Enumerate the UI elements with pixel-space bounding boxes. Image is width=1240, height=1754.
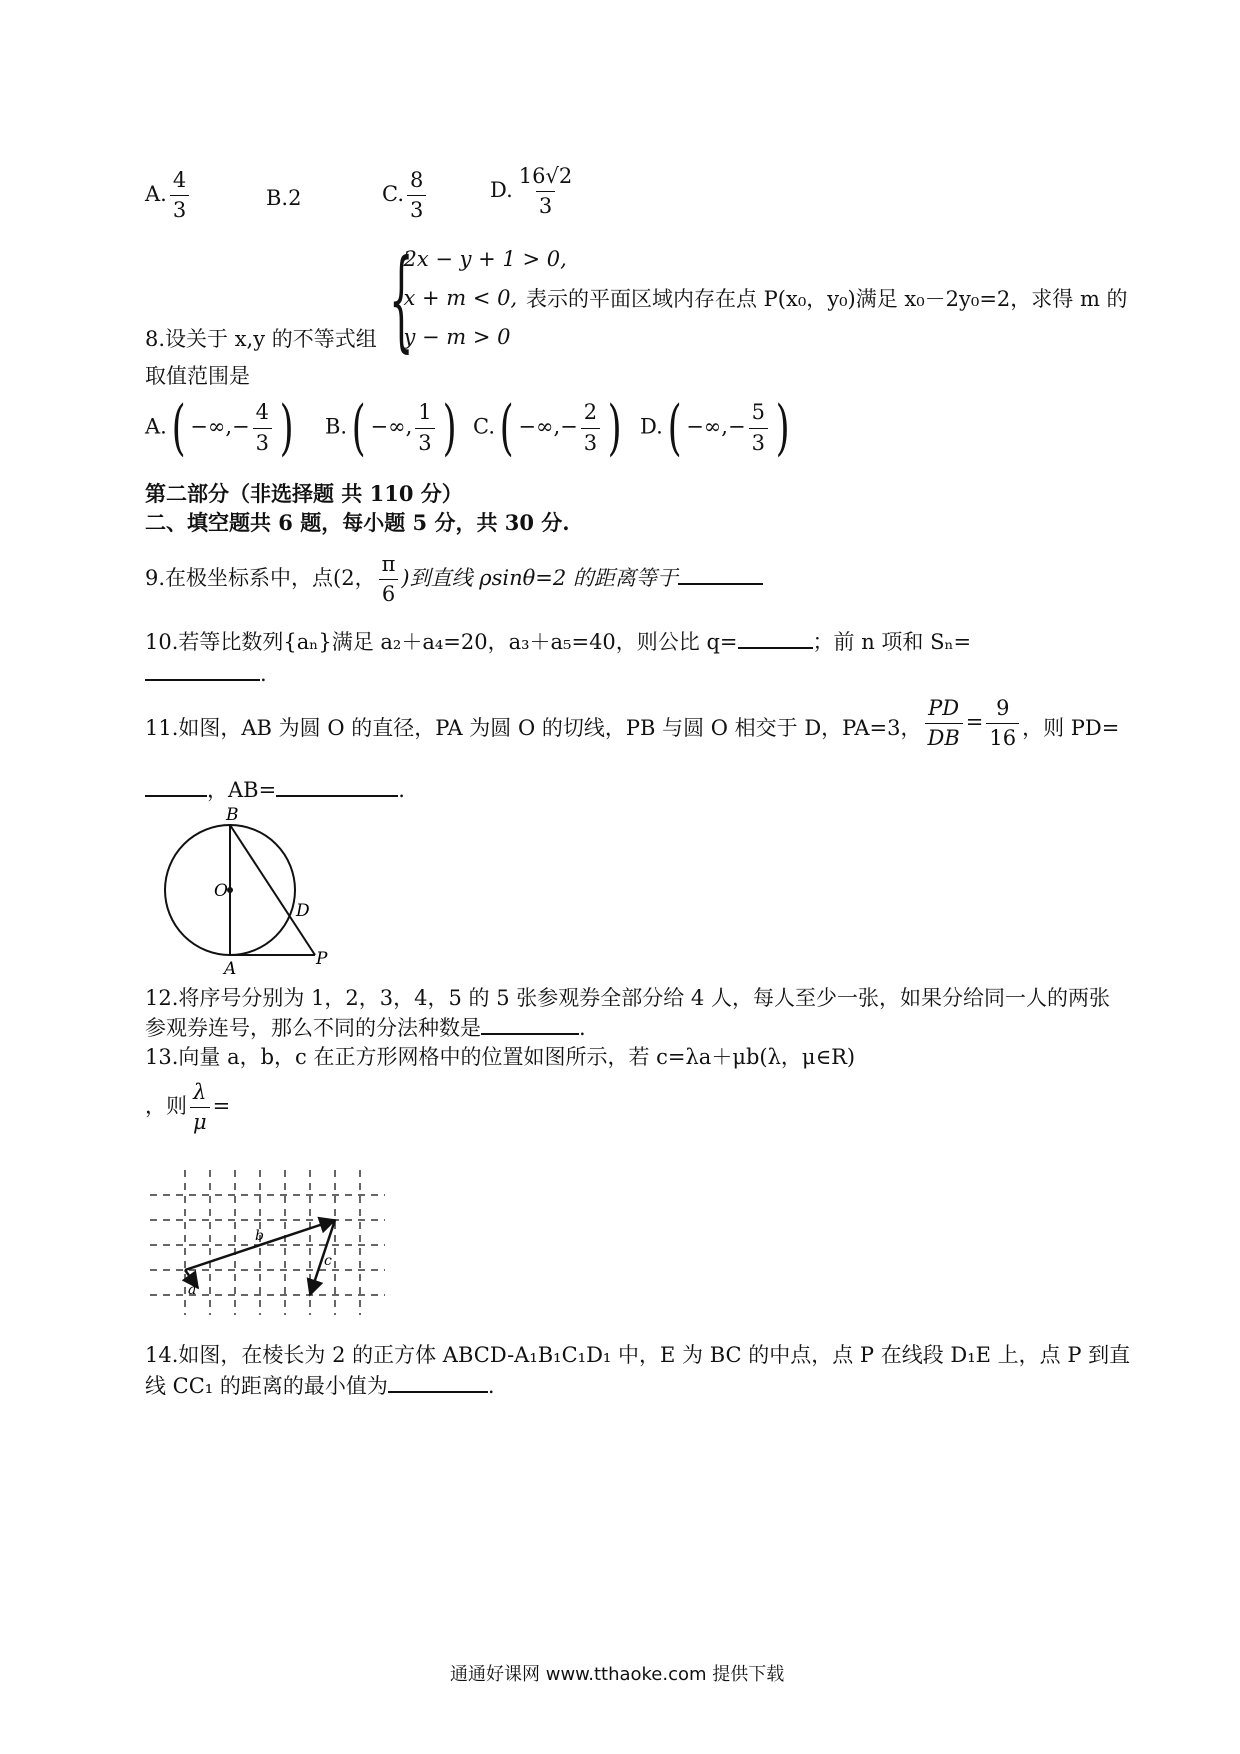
q9-answer-blank[interactable] bbox=[678, 562, 763, 585]
part2-heading: 第二部分（非选择题 共 110 分） bbox=[145, 481, 463, 506]
q14-stem: 14.如图，在棱长为 2 的正方体 ABCD-A₁B₁C₁D₁ 中，E 为 BC 的中点，点 P 在线段 D₁E 上，点 P 到直 bbox=[145, 1343, 1131, 1367]
q10-sum-blank[interactable] bbox=[145, 658, 260, 681]
q8-option-d: D.( −∞,− $\frac{5}{3}$ ) bbox=[640, 393, 790, 463]
secant-pb bbox=[230, 825, 315, 955]
label-vec-a: a bbox=[188, 1282, 197, 1298]
q8-stem: 8.设关于 x,y 的不等式组 { 2x − y + 1 > 0, x + m < 0, y − m > 0 bbox=[145, 235, 567, 363]
q9-stem: 9.在极坐标系中，点(2， $\frac{\pi}{6}$ )到直线 ρsinθ=2 的距离等于 bbox=[145, 552, 763, 607]
q11-ab-blank[interactable] bbox=[276, 774, 398, 797]
label-a: A bbox=[224, 959, 237, 979]
q7-option-a: A. $\frac{4}{3}$ bbox=[145, 168, 192, 223]
q13-grid-diagram bbox=[150, 1170, 385, 1315]
q7-option-c: C. $\frac{8}{3}$ bbox=[382, 168, 429, 223]
label-vec-c: c bbox=[324, 1253, 332, 1269]
q7-option-d: D. $\frac{16√2}{3}$ bbox=[490, 164, 573, 219]
page-footer: 通通好课网 www.tthaoke.com 提供下载 bbox=[450, 1664, 785, 1685]
inequality-system: { 2x − y + 1 > 0, x + m < 0, y − m > 0 bbox=[389, 235, 567, 363]
q7-option-b: B.2 bbox=[266, 186, 302, 210]
q8-option-b: B.( −∞, $\frac{1}{3}$ ) bbox=[325, 393, 457, 463]
q14-line2: 线 CC₁ 的距离的最小值为 . bbox=[145, 1370, 495, 1400]
q12-line2: 参观券连号，那么不同的分法种数是 . bbox=[145, 1012, 586, 1042]
part2-subheading: 二、填空题共 6 题，每小题 5 分，共 30 分. bbox=[145, 510, 570, 535]
q8-suffix: 表示的平面区域内存在点 P(x₀，y₀)满足 x₀－2y₀=2，求得 m 的 bbox=[526, 287, 1128, 311]
q10-ratio-blank[interactable] bbox=[738, 626, 813, 649]
label-p: P bbox=[316, 949, 328, 969]
q8-option-a: A.( −∞,− $\frac{4}{3}$ ) bbox=[145, 393, 294, 463]
q12-stem: 12.将序号分别为 1，2，3，4，5 的 5 张参观券全部分给 4 人，每人至少一张，如果分给同一人的两张 bbox=[145, 986, 1110, 1010]
q8-continuation: 取值范围是 bbox=[145, 364, 250, 388]
label-b: B bbox=[226, 805, 239, 825]
q13-line2: ，则 $\frac{\lambda}{\mu}$ = bbox=[145, 1080, 231, 1135]
q11-circle-diagram bbox=[150, 800, 350, 980]
left-brace-icon: { bbox=[389, 235, 414, 363]
q10-line2: . bbox=[145, 658, 267, 686]
q12-answer-blank[interactable] bbox=[481, 1012, 579, 1035]
q11-pd-blank[interactable] bbox=[145, 774, 207, 797]
label-vec-b: b bbox=[255, 1228, 264, 1244]
q13-stem: 13.向量 a，b，c 在正方形网格中的位置如图所示，若 c=λa＋μb(λ，μ∈R) bbox=[145, 1045, 856, 1069]
label-d: D bbox=[296, 901, 310, 921]
q10-stem: 10.若等比数列{aₙ}满足 a₂＋a₄=20，a₃＋a₅=40，则公比 q= ；前 n 项和 Sₙ= bbox=[145, 626, 971, 656]
q8-option-c: C.( −∞,− $\frac{2}{3}$ ) bbox=[473, 393, 622, 463]
q14-answer-blank[interactable] bbox=[388, 1370, 488, 1393]
label-o: O bbox=[214, 881, 228, 901]
q11-line2: ，AB= . bbox=[145, 774, 405, 804]
q11-stem: 11.如图，AB 为圆 O 的直径，PA 为圆 O 的切线，PB 与圆 O 相交于 D，PA=3， $\frac{PD}{DB}$ = $\frac{9}{16}$ ，则 PD= bbox=[145, 696, 1120, 751]
